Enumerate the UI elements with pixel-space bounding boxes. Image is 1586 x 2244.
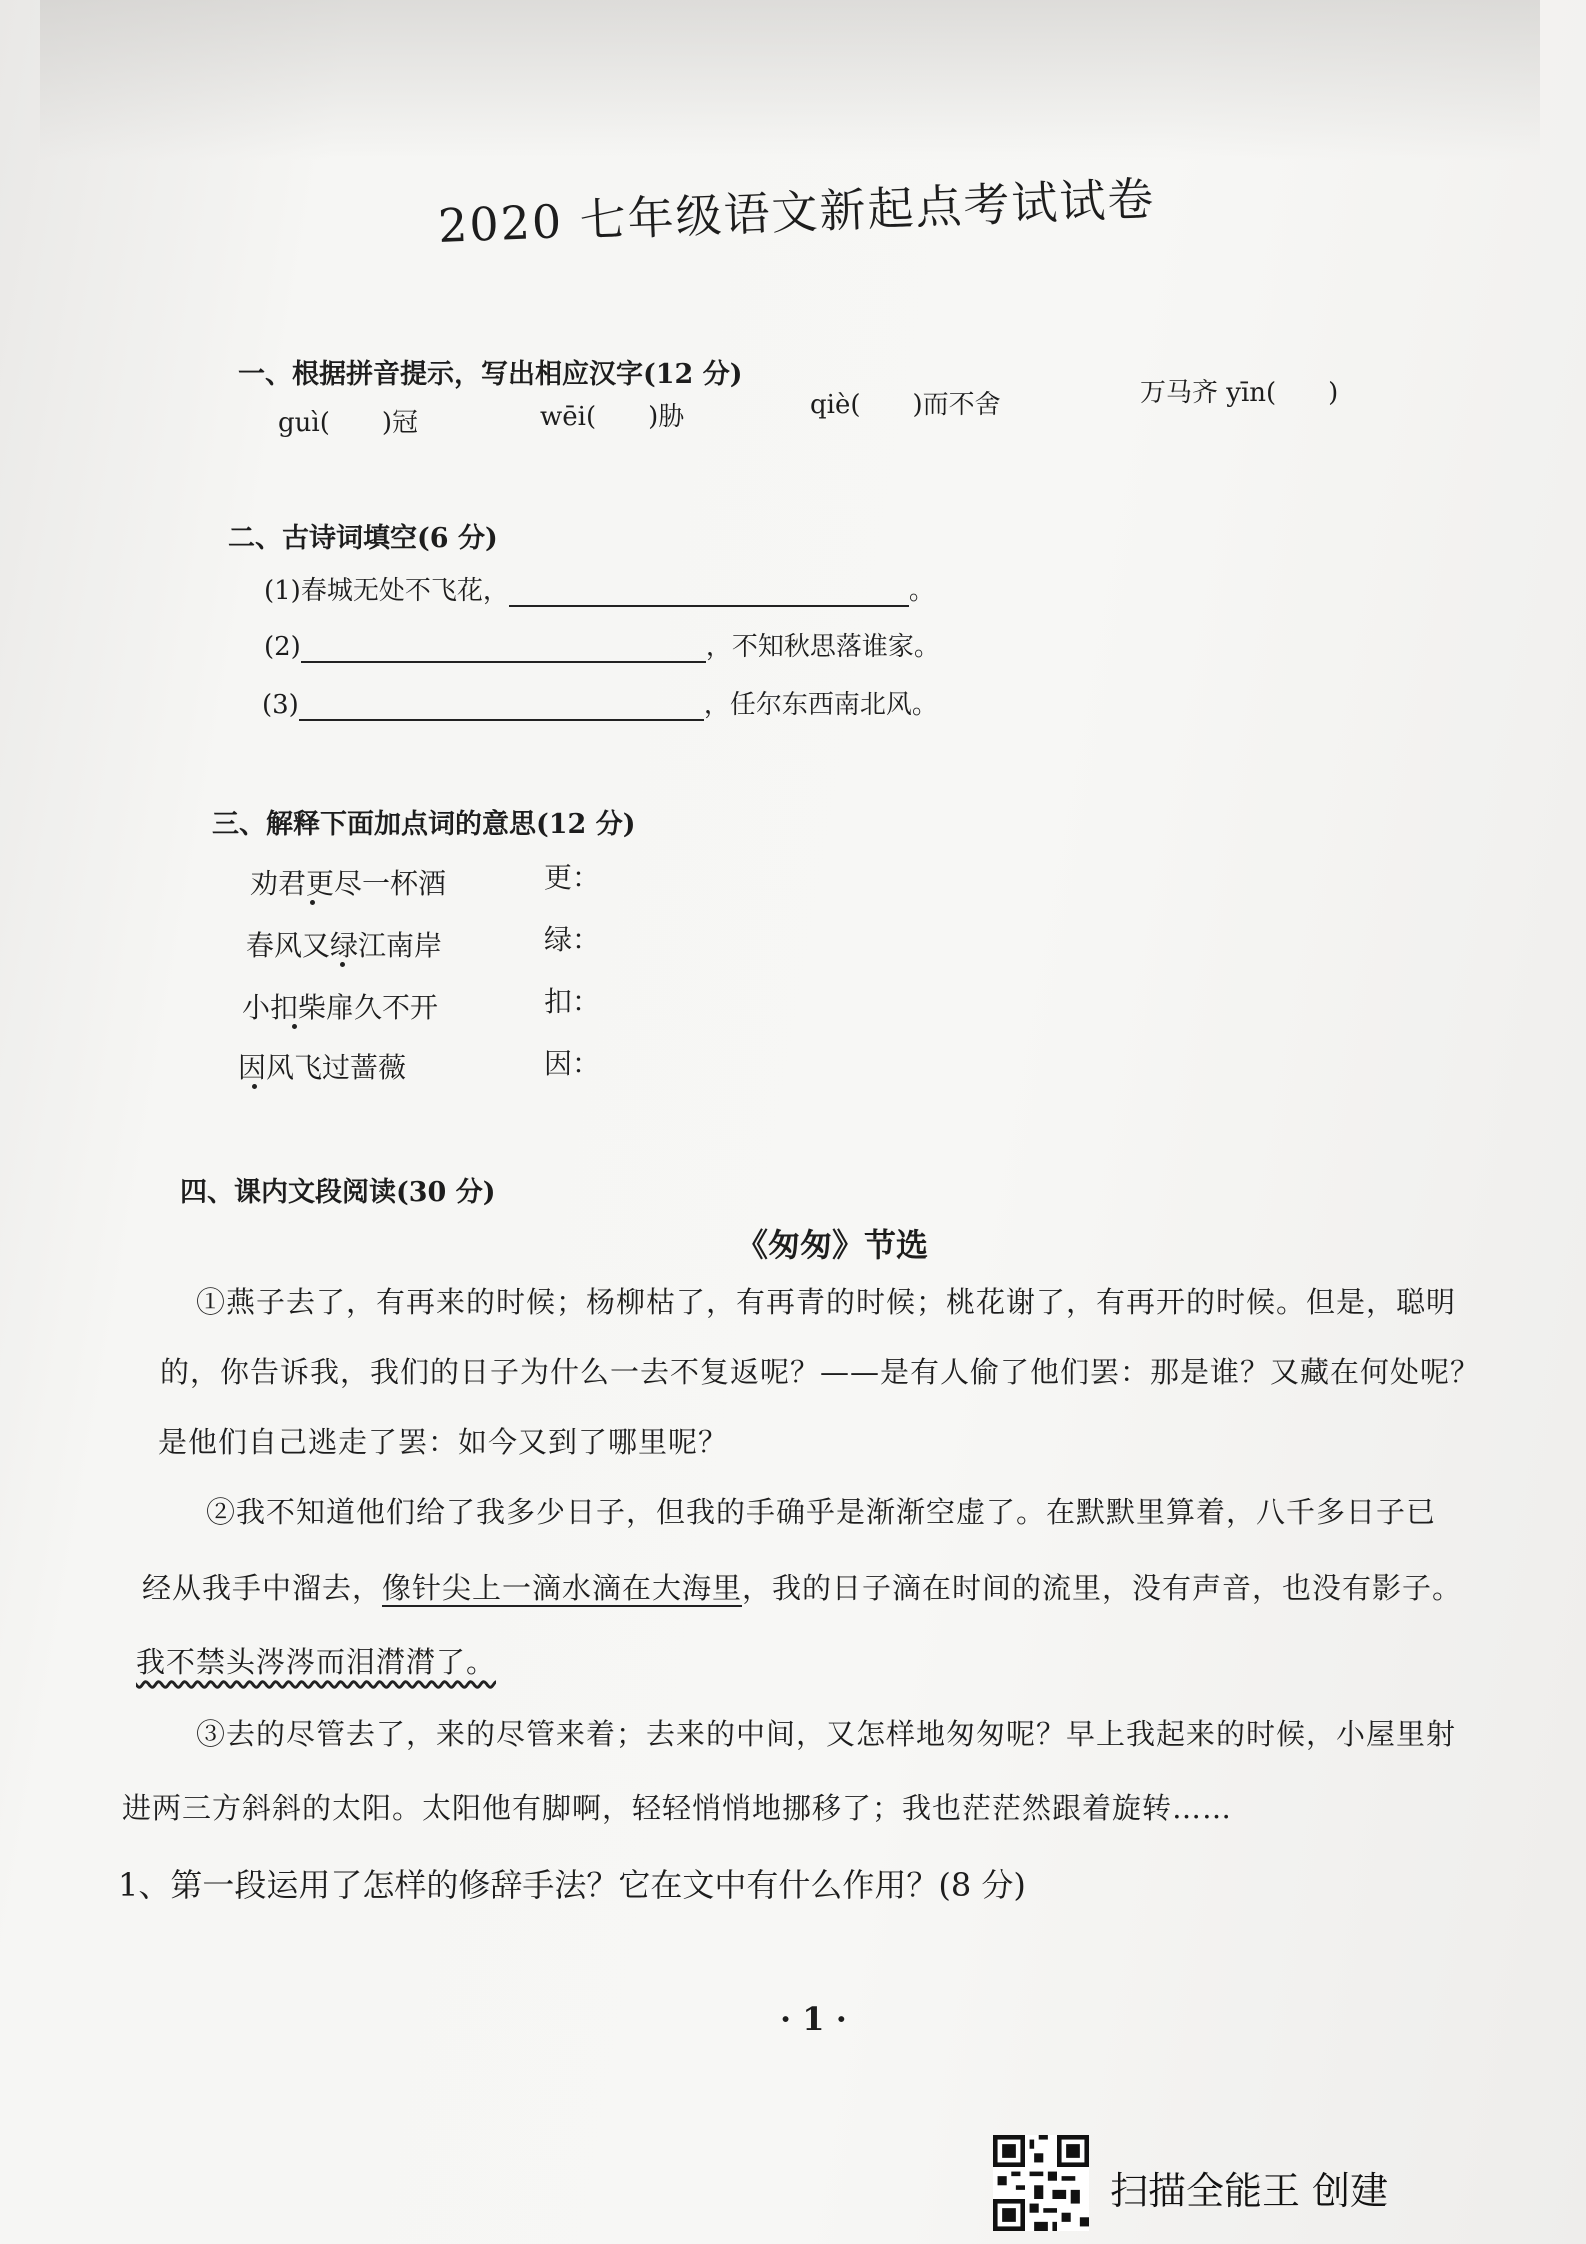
poem-line-1-blank[interactable] (509, 576, 909, 607)
para-2-line-1: ②我不知道他们给了我多少日子，但我的手确乎是渐渐空虚了。在默默里算着，八千多日子已 (206, 1495, 1437, 1529)
poem-line-3-blank[interactable] (299, 690, 704, 721)
pinyin-item-2: wēi( )胁 (540, 402, 685, 432)
pinyin-item-3: qiè( )而不舍 (810, 390, 1001, 420)
poem-line-2-blank[interactable] (301, 632, 706, 663)
para-2-line-2 (142, 1566, 1462, 1607)
meaning-label-4: 因： (544, 1047, 601, 1080)
poem-line-1-text: 春城无处不飞花， (300, 576, 509, 606)
section-2-heading: 二、古诗词填空(6 分) (228, 523, 498, 554)
pinyin-item-1: guì( )冠 (278, 408, 418, 438)
para-1-line-1: ①燕子去了，有再来的时候；杨柳枯了，有再青的时候；桃花谢了，有再开的时候。但是，聪明 (196, 1285, 1457, 1319)
exam-title: 2020 七年级语文新起点考试试卷 (437, 171, 1157, 253)
qr-code-icon (993, 2135, 1089, 2231)
page-number: · 1 · (780, 2000, 847, 2038)
para-3-line-1: ③去的尽管去了，来的尽管来着；去来的中间，又怎样地匆匆呢？早上我起来的时候，小屋里射 (196, 1717, 1457, 1751)
paper-fold-shadow (40, 0, 1540, 160)
meaning-label-3: 扣： (544, 985, 601, 1018)
para-2-line-3-wavy: 我不禁头涔涔而泪潸潸了。 (136, 1645, 497, 1679)
scanner-watermark: 扫描全能王 创建 (1110, 2169, 1389, 2213)
pinyin-item-4: 万马齐 yīn( ) (1140, 378, 1339, 408)
phrase-3: 小扣柴扉久不开 (242, 991, 439, 1024)
para-1-line-2: 的，你告诉我，我们的日子为什么一去不复返呢？——是有人偷了他们罢：那是谁？又藏在何处呢？ (160, 1355, 1481, 1389)
emphasis-dot-4 (252, 1084, 257, 1089)
section-3-heading: 三、解释下面加点词的意思(12 分) (212, 809, 636, 840)
phrase-1: 劝君更尽一杯酒 (250, 867, 447, 900)
para-1-line-3: 是他们自己逃走了罢：如今又到了哪里呢？ (158, 1425, 729, 1459)
question-1: 1、第一段运用了怎样的修辞手法？它在文中有什么作用？(8 分) (118, 1866, 1026, 1904)
poem-line-3 (262, 684, 938, 721)
poem-line-2-number: (2) (264, 632, 301, 662)
section-1-heading: 一、根据拼音提示，写出相应汉字(12 分) (238, 359, 743, 390)
poem-line-2 (264, 626, 940, 663)
poem-line-2-text: ，不知秋思落谁家。 (705, 632, 940, 662)
poem-line-1-end: 。 (908, 576, 935, 606)
poem-line-1 (264, 570, 935, 607)
emphasis-dot-2 (340, 962, 345, 967)
meaning-label-1: 更： (544, 861, 601, 894)
emphasis-dot-1 (310, 900, 315, 905)
emphasis-dot-3 (292, 1024, 297, 1029)
para-2-line-2-end: ，我的日子滴在时间的流里，没有声音，也没有影子。 (742, 1571, 1463, 1605)
poem-line-3-text: ，任尔东西南北风。 (703, 690, 938, 720)
poem-line-1-number: (1) (264, 576, 301, 606)
phrase-4: 因风飞过蔷薇 (238, 1051, 407, 1084)
para-2-line-2-start: 经从我手中溜去， (142, 1571, 383, 1605)
passage-title: 《匆匆》节选 (736, 1226, 929, 1264)
phrase-2: 春风又绿江南岸 (246, 929, 443, 962)
para-3-line-2: 进两三方斜斜的太阳。太阳他有脚啊，轻轻悄悄地挪移了；我也茫茫然跟着旋转…… (122, 1791, 1233, 1825)
underlined-simile: 像针尖上一滴水滴在大海里 (382, 1571, 743, 1605)
poem-line-3-number: (3) (262, 690, 299, 720)
section-4-heading: 四、课内文段阅读(30 分) (180, 1177, 496, 1208)
meaning-label-2: 绿： (544, 923, 601, 956)
